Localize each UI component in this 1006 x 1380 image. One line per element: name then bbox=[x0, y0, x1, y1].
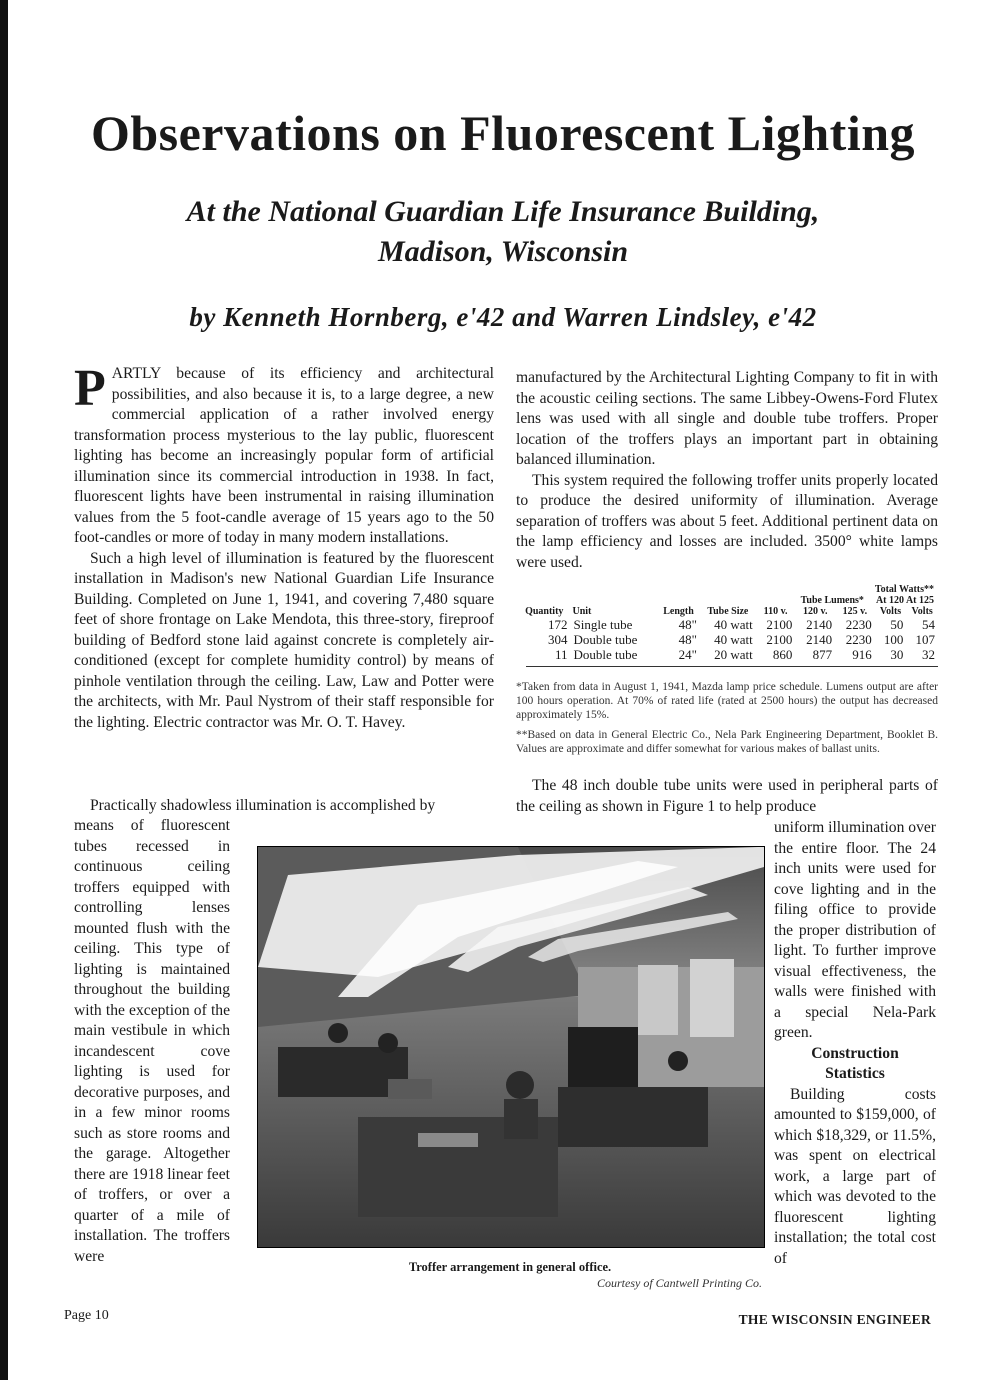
table-cell: 860 bbox=[772, 647, 793, 662]
table-cell: 2140 bbox=[806, 632, 833, 647]
table-col-header: 125 v. bbox=[842, 606, 868, 617]
table-cell: 20 watt bbox=[714, 647, 753, 662]
table-cell: 172 bbox=[547, 617, 568, 632]
figure-caption: Troffer arrangement in general office. bbox=[408, 1260, 612, 1274]
table-col-header: 120 v. bbox=[803, 606, 828, 617]
stats-heading-1: Construction bbox=[811, 1044, 899, 1062]
tray bbox=[418, 1133, 478, 1147]
paragraph-48-inch-lead: The 48 inch double tube units were used in peripheral parts of the ceiling as shown in Figure 1 to help produce bbox=[516, 777, 938, 815]
person bbox=[328, 1023, 348, 1043]
article-title: Observations on Fluorescent Lighting bbox=[90, 105, 916, 161]
subtitle-line-2: Madison, Wisconsin bbox=[377, 235, 629, 268]
footnote-lumens: *Taken from data in August 1, 1941, Mazda lamp price schedule. Lumens output are after 100 hours operation. At 70% of rated life (rated at 2500 hours) the output has decreased approximately 15%. bbox=[516, 681, 938, 721]
person bbox=[378, 1033, 398, 1053]
table-cell: 107 bbox=[915, 632, 935, 647]
troffer-data-table bbox=[518, 606, 938, 662]
right-narrow-column bbox=[774, 818, 936, 1269]
tray bbox=[388, 1079, 432, 1099]
table-cell: 48" bbox=[678, 617, 697, 632]
table-cell: 877 bbox=[812, 647, 833, 662]
table-row bbox=[518, 617, 938, 632]
table-col-header: Unit bbox=[572, 606, 592, 617]
table-header-at-volts: At 120 At 125 bbox=[875, 595, 934, 606]
person bbox=[506, 1071, 534, 1099]
table-cell: 54 bbox=[922, 617, 935, 632]
table-cell: 2100 bbox=[766, 617, 793, 632]
subtitle-line-1: At the National Guardian Life Insurance Building, bbox=[186, 195, 820, 228]
article-subtitle bbox=[0, 192, 1006, 272]
table-cell: 2140 bbox=[806, 617, 833, 632]
table-cell: 32 bbox=[922, 647, 935, 662]
table-col-header: Volts bbox=[879, 606, 902, 617]
left-narrow-column bbox=[74, 816, 230, 1267]
window bbox=[638, 965, 678, 1035]
table-header-row bbox=[518, 606, 938, 617]
troffer-table bbox=[518, 584, 938, 662]
table-cell: 304 bbox=[547, 632, 568, 647]
table-col-header: Tube Size bbox=[707, 606, 749, 617]
table-cell: 2100 bbox=[766, 632, 793, 647]
table-header-total-watts: Total Watts** bbox=[874, 584, 934, 595]
paragraph-intro bbox=[74, 360, 494, 549]
table-cell: 24" bbox=[678, 647, 697, 662]
desk bbox=[558, 1087, 708, 1147]
table-col-header: Volts bbox=[911, 606, 933, 617]
office-photo bbox=[257, 846, 765, 1248]
table-row bbox=[518, 647, 938, 662]
table-header-row-2 bbox=[518, 595, 938, 606]
figure-credit: Courtesy of Cantwell Printing Co. bbox=[596, 1276, 762, 1290]
drop-cap: P bbox=[74, 360, 106, 417]
table-cell: Single tube bbox=[573, 617, 633, 632]
byline: by Kenneth Hornberg, e'42 and Warren Lindsley, e'42 bbox=[189, 302, 817, 332]
table-row bbox=[518, 632, 938, 647]
table-cell: Double tube bbox=[573, 647, 638, 662]
paragraph-shadowless-lead: Practically shadowless illumination is accomplished by bbox=[90, 797, 436, 814]
left-column bbox=[74, 360, 494, 733]
table-cell: 40 watt bbox=[714, 632, 753, 647]
table-cell: 2230 bbox=[845, 617, 872, 632]
table-cell: 11 bbox=[554, 647, 568, 662]
table-cell: 48" bbox=[678, 632, 697, 647]
person bbox=[668, 1051, 688, 1071]
person bbox=[504, 1099, 538, 1139]
publication-name: THE WISCONSIN ENGINEER bbox=[738, 1312, 931, 1327]
table-cell: Double tube bbox=[573, 632, 638, 647]
paragraph-building: Such a high level of illumination is featured by the fluorescent installation in Madison's new National Guardian Life Insurance Building. Completed on June 1, 1941, and covering 7,480 square feet of shore frontage on Lake Mendota, this three-story, fireproof building of Bedford stone laid against concrete is completely air-conditioned (except for complete humidity control) by means of pinhole ventilation through the ceiling. Law, Law and Potter were the architects, with Mr. Paul Nystrom of their staff responsible for the lighting. Electric contractor was Mr. O. T. Havey. bbox=[74, 549, 494, 731]
filing-cabinet bbox=[568, 1027, 638, 1087]
table-col-header: Length bbox=[663, 606, 694, 617]
paragraph-48-inch-rest: uniform illumination over the entire floor. The 24 inch units were used for cove lighting and in the filing office to provide the proper distribution of light. To further improve visual effectiveness, the walls were finished with a special Nela-Park green. bbox=[774, 819, 936, 1041]
paragraph-shadowless-rest: means of fluorescent tubes recessed in continuous ceiling troffers equipped with controlling lenses mounted flush with the ceiling. This type of lighting is maintained throughout the building with the exception of the main vestibule in which incandescent cove lighting is used for decorative purposes, and in a few minor rooms such as store rooms and the garage. Altogether there are 1918 linear feet of troffers, or over a quarter of a mile of installation. The troffers were bbox=[74, 817, 230, 1265]
right-column bbox=[516, 368, 938, 573]
table-cell: 916 bbox=[852, 647, 872, 662]
table-rule bbox=[526, 666, 938, 667]
paragraph-system: This system required the following troffer units properly located to produce the desired uniformity of illumination. Average separation of troffers was about 5 feet. Additional pertinent data on the lamp efficiency and losses are included. 3500° white lamps were used. bbox=[516, 471, 938, 571]
table-col-header: 110 v. bbox=[763, 606, 788, 617]
table-cell: 50 bbox=[890, 617, 904, 632]
table-cell: 100 bbox=[883, 632, 904, 647]
table-cell: 40 watt bbox=[714, 617, 753, 632]
paragraph-manufacturer: manufactured by the Architectural Lighting Company to fit in with the acoustic ceiling sections. The same Libbey-Owens-Ford Flutex lens was used with all single and double tube troffers. Proper location of the troffers plays an important part in obtaining balanced illumination. bbox=[516, 369, 938, 468]
page-number: Page 10 bbox=[64, 1308, 109, 1323]
table-cell: 30 bbox=[890, 647, 904, 662]
table-header-tube-lumens: Tube Lumens* bbox=[800, 595, 864, 606]
table-cell: 2230 bbox=[845, 632, 872, 647]
office-photo-illustration bbox=[258, 847, 764, 1247]
paragraph-costs: Building costs amounted to $159,000, of which $18,329, or 11.5%, was spent on electrical work, a large part of which was devoted to the fluorescent lighting installation; the total cost of bbox=[774, 1085, 936, 1267]
window bbox=[690, 959, 734, 1037]
footnote-watts: **Based on data in General Electric Co., Nela Park Engineering Department, Booklet B. Values are approximate and differ somewhat for various makes of ballast units. bbox=[516, 729, 938, 755]
table-col-header: Quantity bbox=[525, 606, 564, 617]
stats-heading-2: Statistics bbox=[825, 1065, 885, 1082]
paragraph-intro-text: ARTLY because of its efficiency and architectural possibilities, and also because it is, to a large degree, a new commercial application of a rather involved energy transformation process mysterious to the lay public, fluorescent lighting has become an increasingly popular form of artificial illumination since its commercial introduction in 1938. In fact, fluorescent lights have been instrumental in raising illumination values from the 5 foot-candle average of 15 years ago to the 50 foot-candles or more of today in many modern installations. bbox=[74, 365, 494, 546]
